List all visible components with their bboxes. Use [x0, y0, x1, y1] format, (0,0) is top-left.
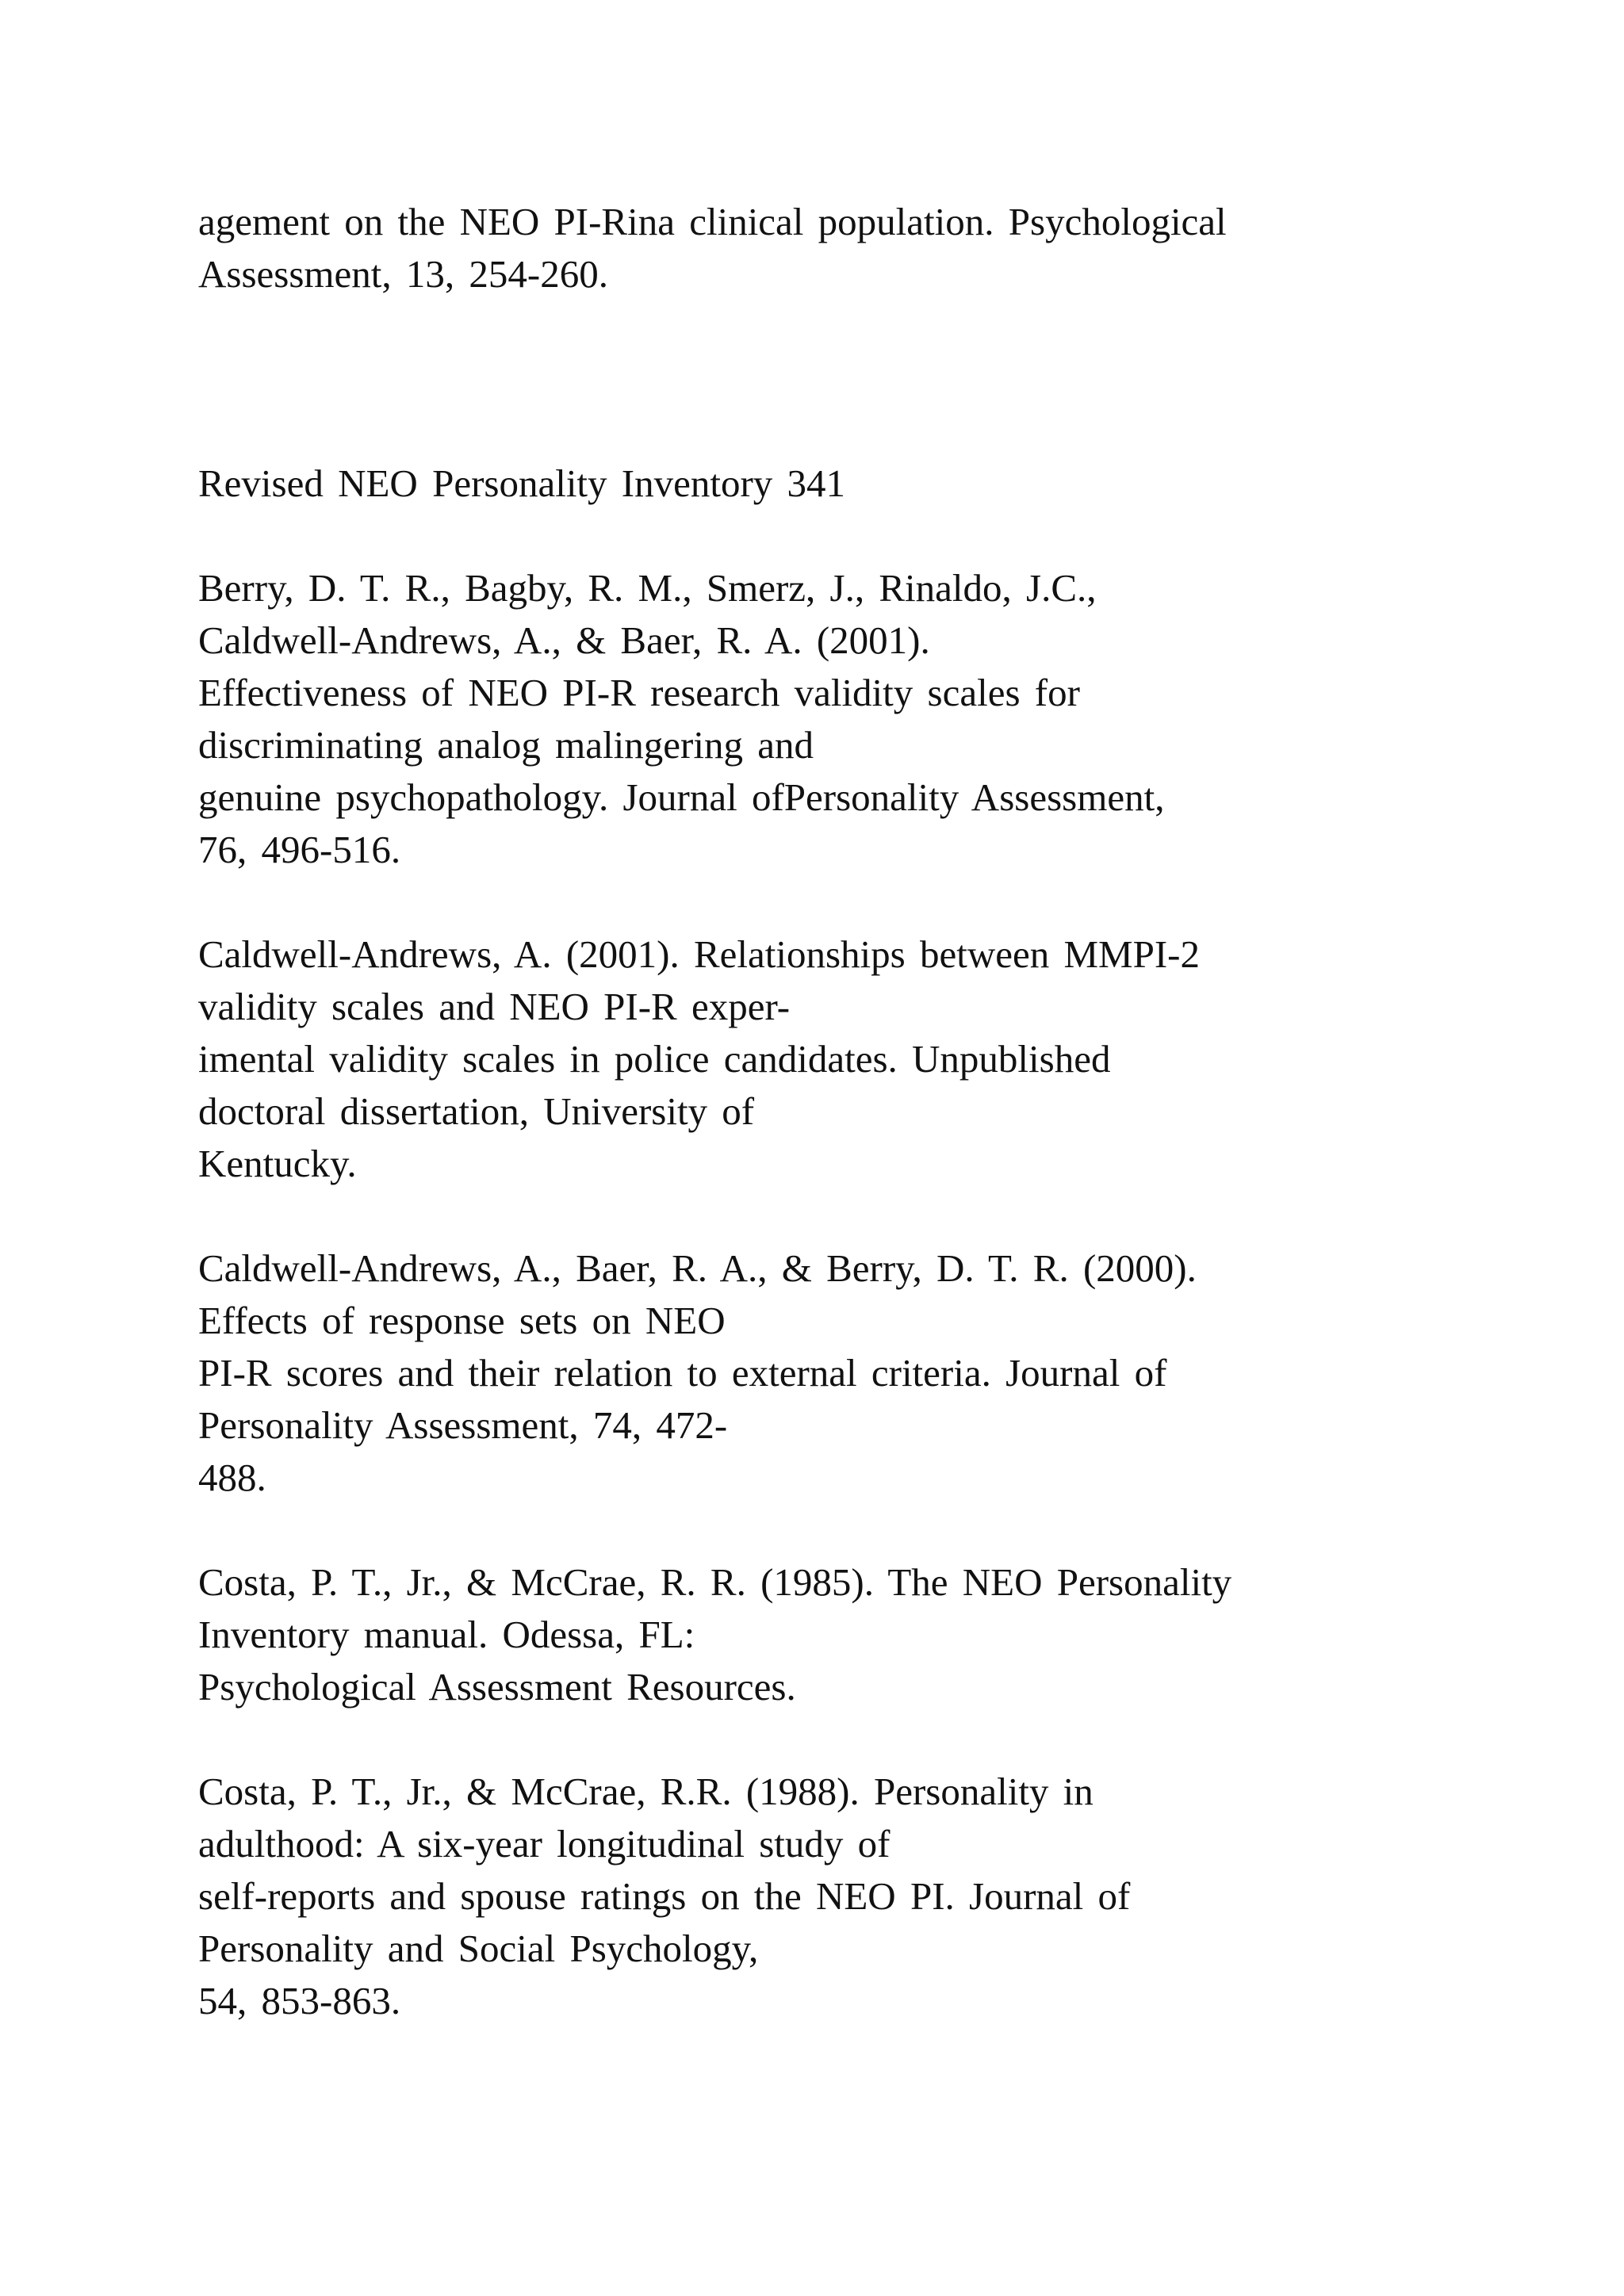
text-line: genuine psychopathology. Journal ofPersonality Assessment, — [198, 775, 1165, 819]
text-line: doctoral dissertation, University of — [198, 1089, 755, 1133]
text-line: Berry, D. T. R., Bagby, R. M., Smerz, J., Rinaldo, J.C., — [198, 566, 1097, 610]
text-line: Caldwell-Andrews, A., Baer, R. A., & Berry, D. T. R. (2000). — [198, 1246, 1197, 1290]
text-line: PI-R scores and their relation to external criteria. Journal of — [198, 1351, 1167, 1395]
running-header — [198, 457, 845, 510]
text-line: Caldwell-Andrews, A. (2001). Relationships between MMPI-2 — [198, 932, 1200, 976]
reference-entry — [198, 1242, 1197, 1504]
text-line: Costa, P. T., Jr., & McCrae, R. R. (1985). The NEO Personality — [198, 1560, 1232, 1604]
text-line: Caldwell-Andrews, A., & Baer, R. A. (2001). — [198, 618, 930, 662]
text-line: Assessment, 13, 254-260. — [198, 252, 608, 296]
reference-entry — [198, 562, 1164, 876]
text-line: Costa, P. T., Jr., & McCrae, R.R. (1988). Personality in — [198, 1770, 1094, 1813]
text-line: 76, 496-516. — [198, 828, 401, 871]
text-line: 54, 853-863. — [198, 1979, 401, 2022]
text-line: imental validity scales in police candidates. Unpublished — [198, 1037, 1111, 1081]
text-line: Inventory manual. Odessa, FL: — [198, 1613, 695, 1656]
running-header-text: Revised NEO Personality Inventory 341 — [198, 461, 846, 505]
text-line: 488. — [198, 1456, 266, 1499]
text-line: Personality Assessment, 74, 472- — [198, 1403, 728, 1447]
text-line: self-reports and spouse ratings on the NEO PI. Journal of — [198, 1874, 1131, 1918]
text-line: discriminating analog malingering and — [198, 723, 814, 767]
reference-entry — [198, 928, 1200, 1190]
text-line: Effectiveness of NEO PI-R research validity scales for — [198, 671, 1080, 714]
text-line: Kentucky. — [198, 1142, 357, 1185]
reference-entry — [198, 1556, 1231, 1713]
text-line: agement on the NEO PI-Rina clinical population. Psychological — [198, 200, 1227, 243]
text-line: adulthood: A six-year longitudinal study of — [198, 1822, 891, 1866]
text-line: validity scales and NEO PI-R exper- — [198, 985, 791, 1028]
reference-continuation — [198, 196, 1227, 300]
text-line: Personality and Social Psychology, — [198, 1927, 759, 1970]
reference-entry — [198, 1766, 1130, 2027]
text-line: Effects of response sets on NEO — [198, 1299, 726, 1342]
text-line: Psychological Assessment Resources. — [198, 1665, 796, 1709]
